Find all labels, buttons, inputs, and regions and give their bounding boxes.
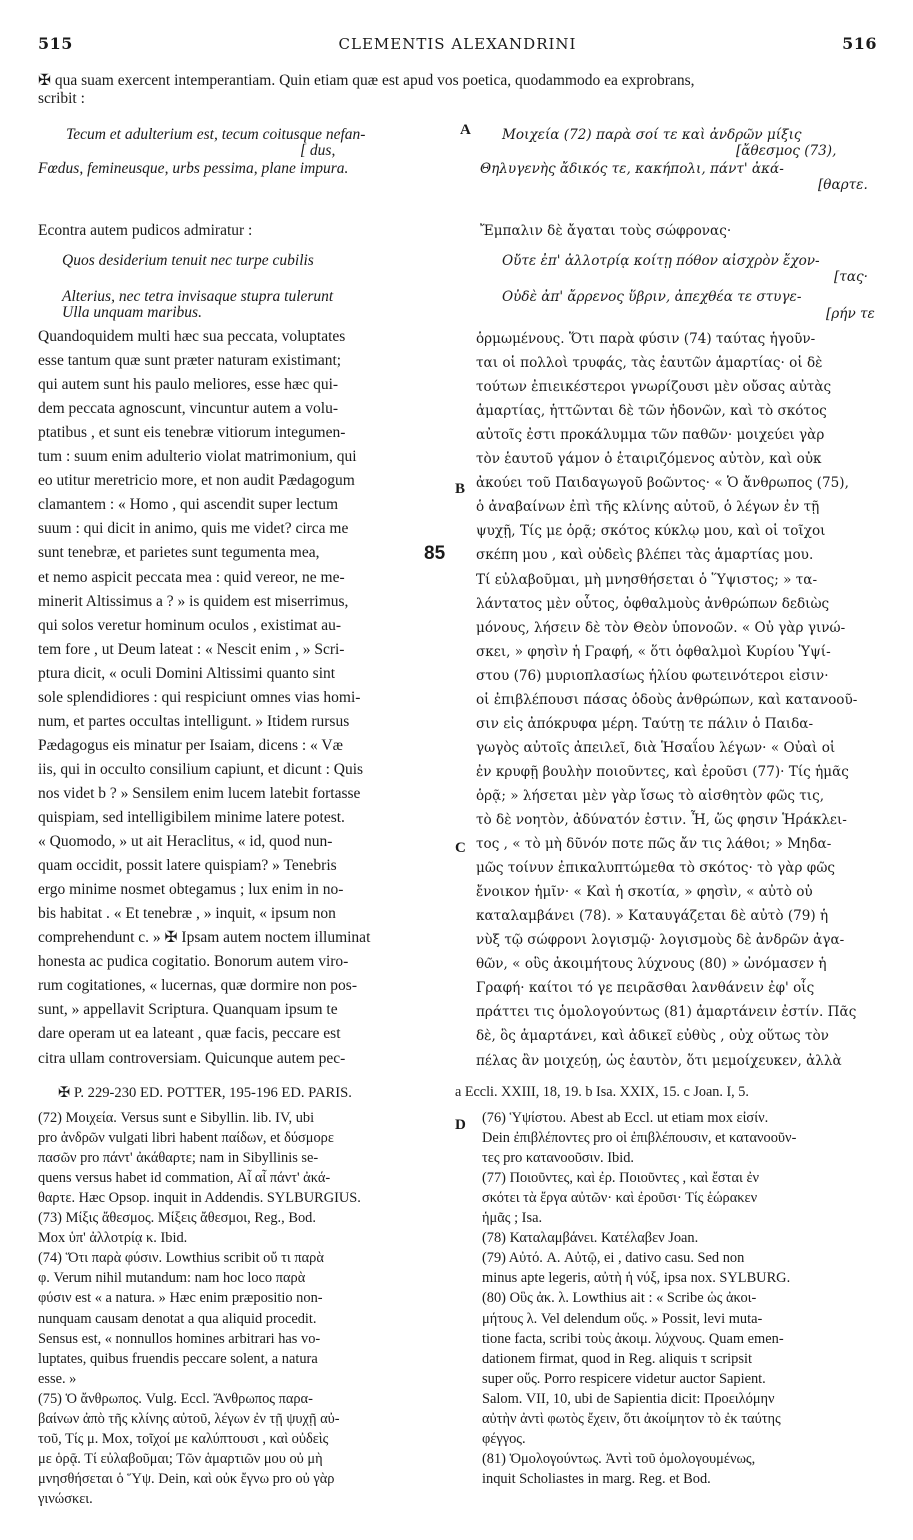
footnote-line: φέγγος. [482,1430,526,1447]
footnote-line: (77) Ποιοῦντες, καὶ ἐρ. Ποιοῦντες , καὶ ἔσται ἐν [482,1170,760,1187]
greek-text-line: τος , « τὸ μὴ δῦνόν ποτε πῶς ἄν τις λάθοι; » Μηδα- [476,836,832,853]
greek-text-line: θῶν, « οὓς ἀκοιμήτους λύχνους (80) » ὠνόμασεν ἡ [476,956,827,973]
greek-text-line: μόνους, λήσειν δὲ τὸν Θεὸν ὑπονοῶν. « Οὐ γὰρ γινώ- [476,619,846,636]
verse-line-latin: Ulla unquam maribus. [62,304,202,321]
greek-text-line: μῶς τοίνυν ἐπικαλυπτώμεθα τὸ σκότος· τὸ γὰρ φῶς [476,860,836,877]
footnote-line: γινώσκει. [38,1490,93,1507]
latin-text-line: qui solos veretur hominum oculos , existimat au- [38,616,342,634]
intro-line: ✠ qua suam exercent intemperantiam. Quin etiam quæ est apud vos poetica, quodammodo ea exprobrans, [38,72,695,89]
footnote-line: φύσιν est « a natura. » Hæc enim præpositio non- [38,1290,323,1307]
greek-text-line: ἁμαρτίας, ἡττῶνται δὲ τῶν ἡδονῶν, καὶ τὸ σκότος [476,403,827,420]
page-number-right: 516 [842,34,877,53]
verse-line-latin: Fœdus, femineusque, urbs pessima, plane impura. [38,160,349,177]
footnote-line: nunquam causam denotat a qua aliquid procedit. [38,1310,317,1327]
greek-text-line: ψυχῇ, Τίς με ὁρᾷ; σκότος κύκλῳ μου, καὶ οἱ τοῖχοι [476,523,826,540]
greek-text-line: νὺξ τῷ σώφρονι λογισμῷ· λογισμοὺς δὲ ἀνδρῶν ἀγα- [476,932,845,949]
latin-text-line: suum : qui dicit in animo, quis me videt? circa me [38,520,349,538]
greek-text-line: τούτων ἐπιεικέστεροι γνωρίζουσι μὲν οὔσας αὐτὰς [476,379,832,396]
greek-text-line: ται οἱ πολλοὶ τρυφάς, τὰς ἑαυτῶν ἁμαρτίας· οἱ δὲ [476,355,823,372]
verse-line-greek: Μοιχεία (72) παρὰ σοί τε καὶ ἀνδρῶν μίξις [502,127,802,143]
latin-text-line: ptatibus , et sunt eis tenebræ vitiorum integumen- [38,424,346,442]
footnote-line: (81) Ὁμολογούντως. Ἀντὶ τοῦ ὁμολογουμένως, [482,1450,756,1467]
latin-text-line: honesta ac pudica cogitatio. Bonorum autem viro- [38,953,349,971]
latin-text-line: clamantem : « Homo , qui ascendit super lectum [38,496,339,514]
greek-text-line: πράττει τις ὁμολογούντως (81) ἁμαρτάνειν ἐστίν. Πᾶς [476,1004,857,1021]
greek-text-line: ὁ ἀναβαίνων ἐπὶ τῆς κλίνης αὐτοῦ, ὁ λέγων ἐν τῇ [476,499,820,516]
margin-letter-d: D [455,1117,466,1133]
verse-line-greek: Οὔτε ἐπ' ἀλλοτρίᾳ κοίτῃ πόθον αἰσχρὸν ἔχον- [502,253,820,269]
latin-text-line: sole splendidiores : qui respiciunt omnes vias homi- [38,688,361,706]
edition-reference: ✠ P. 229-230 ED. POTTER, 195-196 ED. PARIS. [58,1085,352,1101]
latin-text-line: citra ullam controversiam. Quicunque autem pec- [38,1049,346,1067]
latin-text-line: minerit Altissimus a ? » is quidem est miserrimus, [38,592,349,610]
intro-line: scribit : [38,90,85,107]
verse-line-greek: Οὐδὲ ἀπ' ἄρρενος ὕβριν, ἀπεχθέα τε στυγε- [502,289,802,305]
greek-text-line: στου (76) μυριοπλασίως ἡλίου φωτεινότεροι εἰσιν· [476,667,829,684]
footnote-line: βαίνων ἀπὸ τῆς κλίνης αὐτοῦ, λέγων ἐν τῇ ψυχῇ αὐ- [38,1410,340,1427]
greek-text-line: οἱ ἐπιβλέπουσι πάσας ὁδοὺς ἀνθρώπων, καὶ κατανοοῦ- [476,691,858,708]
latin-text-line: dem peccata agnoscunt, vincuntur autem a volu- [38,400,338,418]
footnote-line: φ. Verum nihil mutandum: nam hoc loco παρὰ [38,1270,306,1287]
footnote-line: luptates, quibus fruendis peccare solent, a natura [38,1350,318,1367]
footnote-line: πασῶν pro πάντ' ἀκάθαρτε; nam in Sibyllinis se- [38,1150,319,1167]
running-title: CLEMENTIS ALEXANDRINI [338,35,577,53]
greek-text-line: ἀκούει τοῦ Παιδαγωγοῦ βοῶντος· « Ὁ ἄνθρωπος (75), [476,475,849,492]
footnote-line: τοῦ, Τίς μ. Mox, τοῖχοί με καλύπτουσι , καὶ οὐδεὶς [38,1430,329,1447]
footnote-line: Sensus est, « nonnullos homines arbitrari has vo- [38,1330,321,1347]
latin-text-line: esse tantum quæ sunt præter naturam existimant; [38,352,342,370]
page-number-left: 515 [38,34,73,53]
verse-line-latin: Alterius, nec tetra invisaque stupra tulerunt [62,288,334,305]
scripture-references: a Eccli. XXIII, 18, 19. b Isa. XXIX, 15. c Joan. I, 5. [455,1084,749,1100]
latin-text-line: nos videt b ? » Sensilem enim lucem latebit fortasse [38,784,361,802]
verse-line-greek: [ρήν τε [826,306,875,322]
verse-line-latin: Tecum et adulterium est, tecum coitusque nefan- [66,126,366,143]
greek-text-line: ὁρᾷ; » λήσεται μὲν γὰρ ἴσως τὸ αἰσθητὸν φῶς τις, [476,787,825,804]
footnote-line: quens versus habet id commation, Αἶ αἶ πάντ' ἀκά- [38,1170,331,1187]
latin-text-line: num, et partes occultas intelligunt. » Itidem rursus [38,712,350,730]
latin-text-line: Pædagogus eis minatur per Isaiam, dicens : « Væ [38,736,343,754]
greek-text-line: σκέπη μου , καὶ οὐδεὶς βλέπει τὰς ἁμαρτίας μου. [476,547,814,564]
margin-letter-c: C [455,840,466,856]
page-marker-85: 85 [424,543,446,564]
latin-text-line: comprehendunt c. » ✠ Ipsam autem noctem illuminat [38,929,371,947]
greek-text-line: Γραφή· καίτοι τό γε πειρᾶσθαι λανθάνειν ἐφ' οἷς [476,980,815,997]
footnote-line: (76) Ὑψίστου. Abest ab Eccl. ut etiam mox εἰσίν. [482,1110,769,1126]
greek-text-line: πέλας ἂν μοιχεύῃ, ὡς ἑαυτὸν, ὅτι μεμοίχευκεν, ἀλλὰ [476,1052,842,1069]
transition-latin: Econtra autem pudicos admiratur : [38,222,253,239]
greek-text-line: σκει, » φησὶν ἡ Γραφή, « ὅτι ὀφθαλμοὶ Κυρίου Ὑψί- [476,643,831,660]
greek-text-line: αὐτοῖς ἐστι προκάλυμμα τῶν παθῶν· μοιχεύει γὰρ [476,427,825,444]
latin-text-line: et nemo aspicit peccata mea : quid vereor, ne me- [38,568,345,586]
greek-text-line: τὸ δὲ νοητὸν, ἀδύνατόν ἐστιν. Ἦ, ὥς φησιν Ἡράκλει- [476,812,847,828]
footnote-line: (75) Ὁ ἄνθρωπος. Vulg. Eccl. Ἄνθρωπος παρα- [38,1390,313,1407]
greek-text-line: σιν εἰς ἀπόκρυφα μέρη. Ταύτῃ τε πάλιν ὁ Παιδα- [476,715,814,732]
greek-text-line: ἐν κρυφῇ βουλὴν ποιοῦντες, καὶ ἐροῦσι (77)· Τίς ἡμᾶς [476,763,849,780]
latin-text-line: rum cogitationes, « lucernas, quæ dormire non pos- [38,977,357,995]
running-header [38,34,877,58]
latin-text-line: tem fore , ut Deum lateat : « Nescit enim , » Scri- [38,640,345,658]
footnote-line: μνησθήσεται ὁ Ὕψ. Dein, καὶ οὐκ ἔγνω pro οὐ γὰρ [38,1470,335,1487]
footnote-line: (72) Μοιχεία. Versus sunt e Sibyllin. lib. IV, ubi [38,1110,315,1126]
greek-text-line: λάντατος μὲν οὗτος, ὀφθαλμοὺς ἀνθρώπων δεδιὼς [476,595,830,612]
latin-text-line: Quandoquidem multi hæc sua peccata, voluptates [38,328,346,345]
latin-text-line: iis, qui in occulto consilium capiunt, et dicunt : Quis [38,760,364,778]
latin-text-line: quam occidit, possit latere quispiam? » Tenebris [38,857,337,875]
latin-text-line: sunt tenebræ, et parietes sunt tegumenta mea, [38,544,320,562]
latin-text-line: ptura dicit, « oculi Domini Altissimi quanto sint [38,664,336,682]
latin-text-line: sunt, » appellavit Scriptura. Quanquam ipsum te [38,1001,338,1019]
latin-text-line: bis habitat . « Et tenebræ , » inquit, « ipsum non [38,905,336,923]
footnote-line: pro ἀνδρῶν vulgati libri habent παίδων, et δύσμορε [38,1130,334,1147]
greek-text-line: ὁρμωμένους. Ὅτι παρὰ φύσιν (74) ταύτας ἡγοῦν- [476,331,816,347]
greek-text-line: καταλαμβάνει (78). » Καταυγάζεται δὲ αὐτὸ (79) ἡ [476,908,829,925]
footnote-line: Mox ὑπ' ἀλλοτρίᾳ κ. Ibid. [38,1230,188,1247]
margin-letter-a: A [460,122,471,138]
footnote-line: ἡμᾶς ; Isa. [482,1210,543,1227]
verse-line-greek: Θηλυγενὴς ἄδικός τε, κακήπολι, πάντ' ἀκά- [480,161,784,177]
greek-text-line: Τί εὐλαβοῦμαι, μὴ μνησθήσεται ὁ Ὕψιστος; » τα- [476,571,818,588]
footnote-line: tione facta, scribi τοὺς ἀκοιμ. λύχνους. Quam emen- [482,1330,784,1347]
footnote-line: με ὁρᾷ. Τί εὐλαβοῦμαι; Τῶν ἁμαρτιῶν μου οὐ μὴ [38,1450,323,1467]
greek-text-line: δὲ, ὃς ἁμαρτάνει, καὶ ἀδικεῖ εὐθὺς , οὐχ οὕτως τὸν [476,1028,829,1045]
footnote-line: (79) Αὐτό. A. Αὐτῷ, ei , dativo casu. Sed non [482,1250,745,1267]
footnote-line: τες pro κατανοοῦσιν. Ibid. [482,1150,635,1167]
footnote-line: esse. » [38,1370,77,1387]
footnote-line: (74) Ὅτι παρὰ φύσιν. Lowthius scribit οὔ τι παρὰ [38,1250,324,1267]
footnote-line: (80) Οὓς ἀκ. λ. Lowthius ait : « Scribe ὡς ἀκοι- [482,1290,757,1307]
latin-text-line: dare operam ut ea lateant , quæ facis, peccare est [38,1025,341,1043]
verse-line-greek: [τας· [834,269,868,285]
latin-text-line: ergo minime nosmet obtegamus ; lux enim in no- [38,881,344,899]
greek-text-line: τὸν ἑαυτοῦ γάμον ὁ ἑταιριζόμενος αὐτὸν, καὶ οὐκ [476,451,822,468]
greek-text-line: γωγὸς αὐτοῖς ἀπειλεῖ, διὰ Ἡσαΐου λέγων· « Οὐαὶ οἱ [476,739,836,756]
footnote-line: Salom. VII, 10, ubi de Sapientia dicit: Προειλόμην [482,1390,775,1407]
verse-line-latin: [ dus, [300,142,336,159]
footnote-line: dationem firmat, quod in Reg. aliquis τ scripsit [482,1350,752,1367]
transition-greek: Ἔμπαλιν δὲ ἄγαται τοὺς σώφρονας· [480,223,732,239]
footnote-line: (78) Καταλαμβάνει. Κατέλαβεν Joan. [482,1230,699,1247]
verse-line-greek: [θαρτε. [818,177,868,193]
latin-text-line: qui autem sunt his paulo meliores, esse hæc qui- [38,376,339,394]
footnote-line: μήτους λ. Vel delendum οὕς. » Possit, levi muta- [482,1310,763,1327]
latin-text-line: « Quomodo, » ut ait Heraclitus, « id, quod nun- [38,833,333,851]
footnote-line: Dein ἐπιβλέποντες pro οἱ ἐπιβλέπουσιν, et κατανοοῦν- [482,1130,797,1147]
footnote-line: minus apte legeris, αὐτὴ ἡ νύξ, ipsa nox. SYLBURG. [482,1270,791,1287]
latin-text-line: quispiam, sed intelligibilem minime latere potest. [38,809,345,826]
footnote-line: (73) Μίξις ἄθεσμος. Μίξεις ἄθεσμοι, Reg., Bod. [38,1210,316,1227]
footnote-line: inquit Scholiastes in marg. Reg. et Bod. [482,1470,711,1487]
footnote-line: αὐτὴν ἀντὶ φωτὸς ἔχειν, ὅτι ἀκοίμητον τὸ ἐκ ταύτης [482,1410,781,1427]
margin-letter-b: B [455,481,466,497]
footnote-line: super οὕς. Porro respicere videtur auctor Sapient. [482,1370,766,1387]
verse-line-latin: Quos desiderium tenuit nec turpe cubilis [62,252,314,269]
verse-line-greek: [ἄθεσμος (73), [736,143,837,159]
footnote-line: σκότει τὰ ἔργα αὐτῶν· καὶ ἐροῦσι· Τίς ἑώρακεν [482,1190,758,1207]
greek-text-line: ἔνοικον ἡμῖν· « Καὶ ἡ σκοτία, » φησὶν, « αὐτὸ οὐ [476,884,813,901]
latin-text-line: tum : suum enim adulterio violat matrimonium, qui [38,448,357,466]
footnote-line: θαρτε. Hæc Opsop. inquit in Addendis. SYLBURGIUS. [38,1190,361,1207]
latin-text-line: eo utitur meretricio more, et non audit Pædagogum [38,472,355,490]
